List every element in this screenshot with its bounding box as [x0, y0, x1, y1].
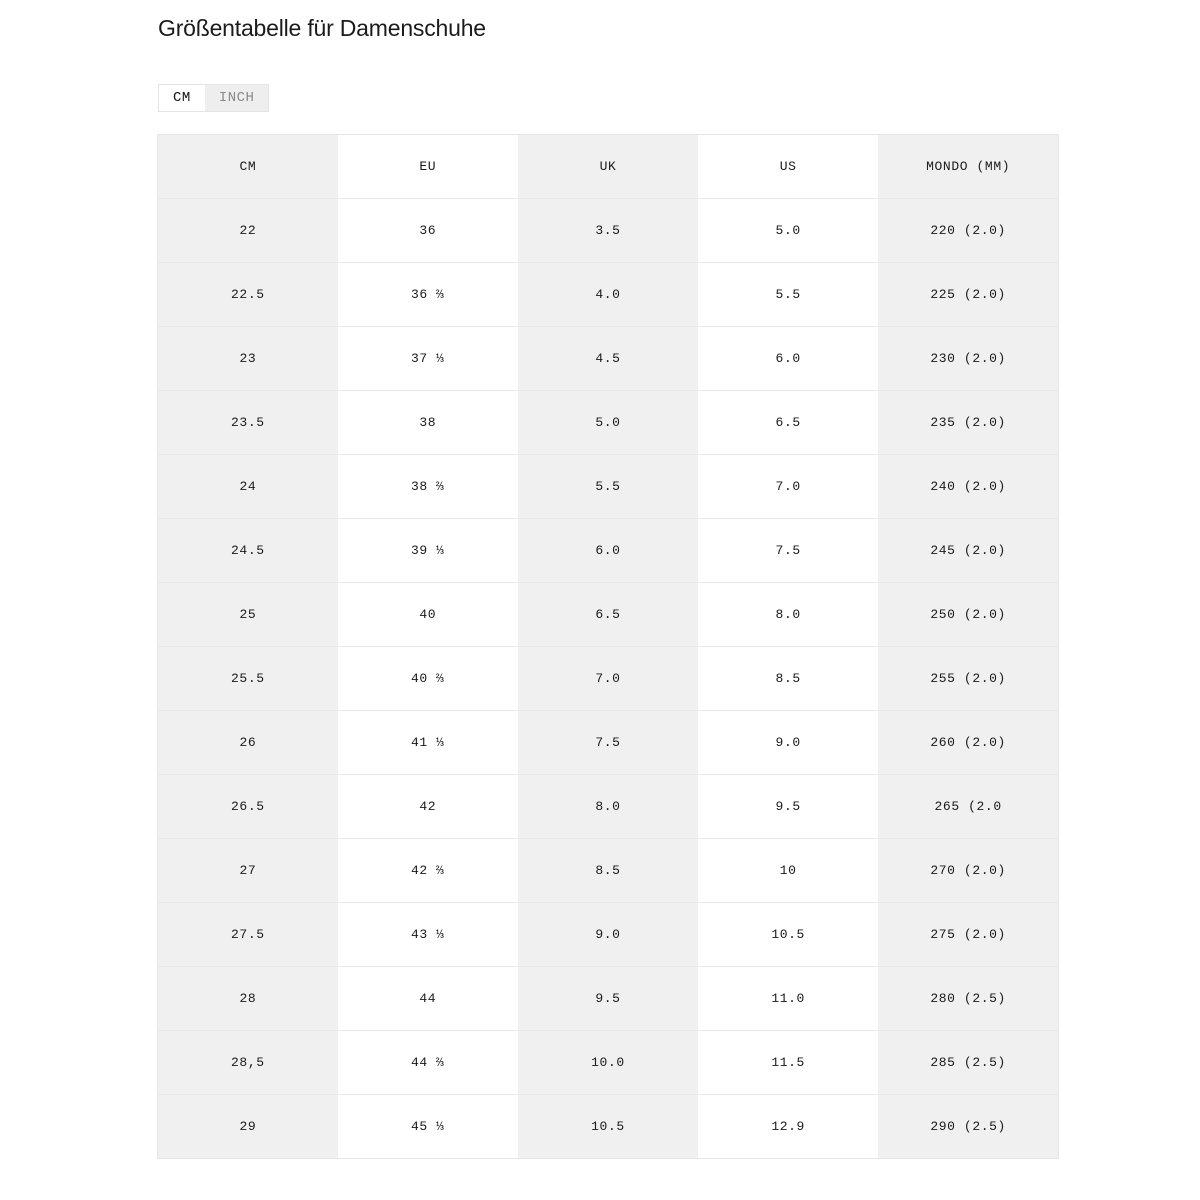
cell-mondo: 260 (2.0) — [878, 711, 1058, 775]
cell-uk: 10.5 — [518, 1095, 698, 1159]
cell-mondo: 250 (2.0) — [878, 583, 1058, 647]
cell-mondo: 245 (2.0) — [878, 519, 1058, 583]
cell-cm: 26 — [158, 711, 338, 775]
cell-cm: 24 — [158, 455, 338, 519]
cell-uk: 9.0 — [518, 903, 698, 967]
table-row — [158, 903, 1059, 967]
cell-eu: 38 — [338, 391, 518, 455]
cell-cm: 25 — [158, 583, 338, 647]
cell-us: 5.0 — [698, 199, 878, 263]
cell-us: 12.9 — [698, 1095, 878, 1159]
cell-cm: 22 — [158, 199, 338, 263]
cell-mondo: 255 (2.0) — [878, 647, 1058, 711]
table-body — [158, 199, 1059, 1159]
table-row — [158, 1031, 1059, 1095]
cell-eu: 36 — [338, 199, 518, 263]
cell-eu: 37 ⅓ — [338, 327, 518, 391]
cell-cm: 27 — [158, 839, 338, 903]
cell-us: 10.5 — [698, 903, 878, 967]
cell-us: 11.5 — [698, 1031, 878, 1095]
cell-cm: 23.5 — [158, 391, 338, 455]
cell-uk: 8.0 — [518, 775, 698, 839]
cell-us: 7.0 — [698, 455, 878, 519]
cell-cm: 29 — [158, 1095, 338, 1159]
page-title: Größentabelle für Damenschuhe — [158, 15, 486, 41]
cell-eu: 40 — [338, 583, 518, 647]
cell-eu: 36 ⅔ — [338, 263, 518, 327]
header-uk: UK — [518, 135, 698, 199]
cell-eu: 42 — [338, 775, 518, 839]
table-row — [158, 967, 1059, 1031]
cell-cm: 23 — [158, 327, 338, 391]
cell-mondo: 290 (2.5) — [878, 1095, 1058, 1159]
table-row — [158, 455, 1059, 519]
cell-us: 6.0 — [698, 327, 878, 391]
cell-mondo: 280 (2.5) — [878, 967, 1058, 1031]
cell-us: 8.0 — [698, 583, 878, 647]
cell-uk: 7.5 — [518, 711, 698, 775]
cell-mondo: 285 (2.5) — [878, 1031, 1058, 1095]
cell-eu: 45 ⅓ — [338, 1095, 518, 1159]
cell-eu: 39 ⅓ — [338, 519, 518, 583]
cell-us: 11.0 — [698, 967, 878, 1031]
cell-eu: 44 — [338, 967, 518, 1031]
cell-uk: 4.0 — [518, 263, 698, 327]
table-row — [158, 263, 1059, 327]
cell-us: 10 — [698, 839, 878, 903]
table-row — [158, 391, 1059, 455]
cell-eu: 43 ⅓ — [338, 903, 518, 967]
table-row — [158, 327, 1059, 391]
table-row — [158, 199, 1059, 263]
cell-uk: 5.5 — [518, 455, 698, 519]
header-us: US — [698, 135, 878, 199]
cell-us: 7.5 — [698, 519, 878, 583]
header-mondo: MONDO (MM) — [878, 135, 1058, 199]
cell-mondo: 275 (2.0) — [878, 903, 1058, 967]
cell-us: 9.0 — [698, 711, 878, 775]
cell-mondo: 265 (2.0 — [878, 775, 1058, 839]
table-row — [158, 647, 1059, 711]
table-row — [158, 839, 1059, 903]
cell-uk: 10.0 — [518, 1031, 698, 1095]
table-row — [158, 775, 1059, 839]
cell-cm: 26.5 — [158, 775, 338, 839]
cell-uk: 6.5 — [518, 583, 698, 647]
table-row — [158, 583, 1059, 647]
cell-cm: 25.5 — [158, 647, 338, 711]
cell-us: 9.5 — [698, 775, 878, 839]
cell-uk: 7.0 — [518, 647, 698, 711]
cell-cm: 24.5 — [158, 519, 338, 583]
cell-eu: 40 ⅔ — [338, 647, 518, 711]
cell-mondo: 225 (2.0) — [878, 263, 1058, 327]
cell-uk: 9.5 — [518, 967, 698, 1031]
cell-uk: 5.0 — [518, 391, 698, 455]
table-row — [158, 1095, 1059, 1159]
cell-cm: 28,5 — [158, 1031, 338, 1095]
cell-mondo: 235 (2.0) — [878, 391, 1058, 455]
cell-eu: 38 ⅔ — [338, 455, 518, 519]
cell-us: 5.5 — [698, 263, 878, 327]
cell-eu: 42 ⅔ — [338, 839, 518, 903]
cell-mondo: 240 (2.0) — [878, 455, 1058, 519]
size-table — [157, 134, 1059, 1159]
cell-uk: 3.5 — [518, 199, 698, 263]
cell-mondo: 220 (2.0) — [878, 199, 1058, 263]
cell-us: 8.5 — [698, 647, 878, 711]
table-row — [158, 519, 1059, 583]
cell-us: 6.5 — [698, 391, 878, 455]
unit-option-inch[interactable]: INCH — [205, 85, 269, 111]
cell-eu: 44 ⅔ — [338, 1031, 518, 1095]
unit-option-cm[interactable]: CM — [159, 85, 205, 111]
cell-cm: 27.5 — [158, 903, 338, 967]
cell-cm: 28 — [158, 967, 338, 1031]
cell-uk: 6.0 — [518, 519, 698, 583]
header-cm: CM — [158, 135, 338, 199]
cell-cm: 22.5 — [158, 263, 338, 327]
table-row — [158, 711, 1059, 775]
cell-uk: 4.5 — [518, 327, 698, 391]
header-eu: EU — [338, 135, 518, 199]
cell-mondo: 270 (2.0) — [878, 839, 1058, 903]
table-header-row — [158, 135, 1059, 199]
cell-mondo: 230 (2.0) — [878, 327, 1058, 391]
cell-eu: 41 ⅓ — [338, 711, 518, 775]
cell-uk: 8.5 — [518, 839, 698, 903]
unit-toggle — [158, 84, 269, 112]
